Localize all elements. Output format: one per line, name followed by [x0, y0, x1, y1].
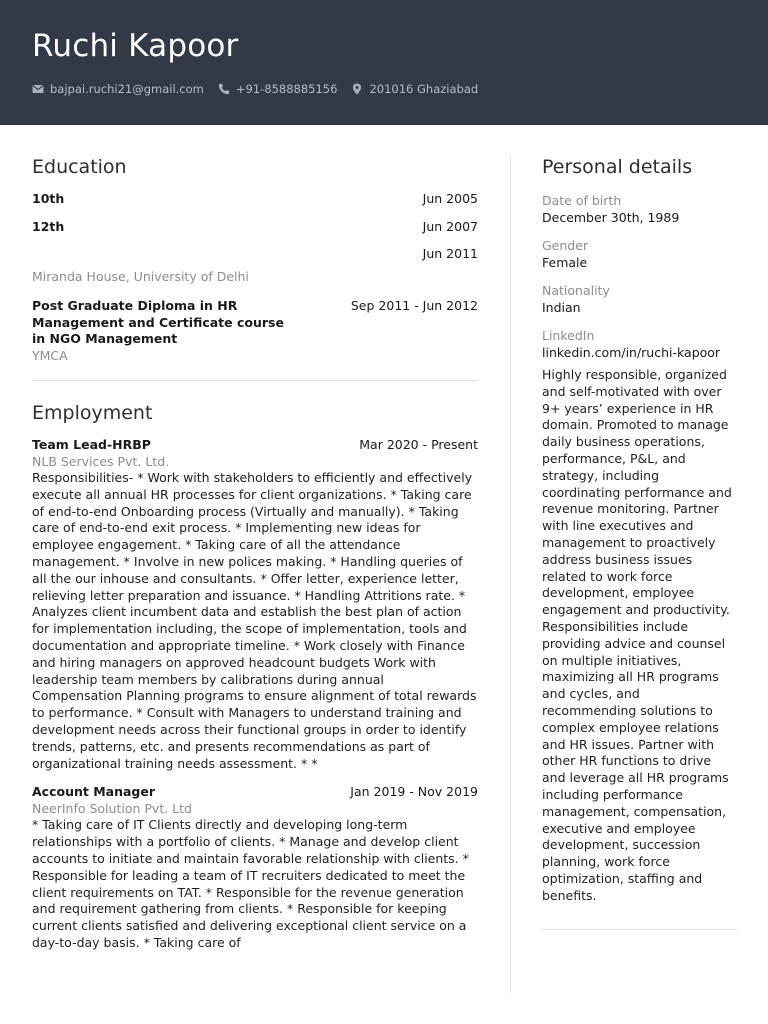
personal-field: [542, 238, 737, 271]
resume-body: [0, 125, 768, 1024]
education-title: Education: [32, 156, 127, 178]
location-pin-icon: [351, 83, 363, 95]
candidate-name: Ruchi Kapoor: [32, 28, 239, 64]
education-degree: 10th: [32, 191, 65, 206]
personal-field: [542, 328, 737, 361]
education-date: Jun 2007: [422, 218, 478, 234]
column-divider: [510, 155, 511, 993]
field-label: Nationality: [542, 283, 610, 298]
phone-text: +91-8588885156: [235, 82, 338, 96]
education-school: YMCA: [32, 347, 68, 363]
field-label: LinkedIn: [542, 328, 595, 343]
contact-email[interactable]: [32, 82, 204, 96]
education-degree: Post Graduate Diploma in HR Management and Certificate course in NGO Management: [32, 298, 284, 346]
resume-header: [0, 0, 768, 125]
education-date: Sep 2011 - Jun 2012: [350, 298, 478, 313]
job-role: Team Lead-HRBP: [32, 437, 151, 452]
job-company: NeerInfo Solution Pvt. Ltd: [32, 800, 192, 816]
job-date: Mar 2020 - Present: [359, 437, 478, 452]
personal-details-title: Personal details: [542, 156, 693, 178]
field-value: Female: [542, 254, 588, 270]
field-value: Indian: [542, 299, 581, 315]
education-degree: 12th: [32, 218, 65, 234]
field-label: Date of birth: [542, 193, 622, 208]
envelope-icon: [32, 83, 44, 95]
contact-phone[interactable]: [218, 82, 338, 96]
education-school: Miranda House, University of Delhi: [32, 268, 249, 284]
education-item: [32, 298, 478, 364]
job-description: Responsibilities- * Work with stakeholders to efficiently and effectively execute all annual HR processes for client organizations. * Taking care of end-to-end Onboarding process (Virtually and manually). * Taking care of end-to-end exit process. * Implementing new ideas for employee engagement. * Taking care of all the attendance management. * Involve in new polices making. * Handling queries of all the our inhouse and consultants. * Offer letter, experience letter, relieving letter preparation and issuance. * Handling Attritions rate. * Analyzes client incumbent data and establish the best plan of action for implementation including, the scope of implementation, tools and documentation and appropriate timeline. * Work closely with Finance and hiring managers on approved headcount budgets Work with leadership team members by calibrations during annual Compensation Planning programs to ensure alignment of total rewards to performance. * Consult with Managers to understand training and development needs across their functional groups in order to identify trends, patterns, etc. and presents recommendations as part of organizational training needs assessment. * *: [32, 470, 477, 771]
email-text: bajpai.ruchi21@gmail.com: [50, 82, 204, 96]
job-entry: [32, 437, 478, 772]
profile-summary: Highly responsible, organized and self-motivated with over 9+ years’ experience in HR domain. Promoted to manage daily business operations, performance, P&L, and strategy, including coordinating performance and revenue monitoring. Partner with line executives and management to proactively address business issues related to work force development, employee engagement and productivity. Responsibilities include providing advice and counsel on multiple initiatives, maximizing all HR programs and cycles, and recommending solutions to complex employee relations and HR issues. Partner with other HR functions to drive and leverage all HR programs including performance management, compensation, executive and employee development, succession planning, work force optimization, staffing and benefits.: [542, 367, 732, 903]
education-item: [32, 246, 478, 285]
right-column: [542, 155, 737, 930]
employment-title: Employment: [32, 402, 153, 424]
education-date: Jun 2011: [422, 246, 478, 261]
section-divider: [32, 380, 478, 381]
job-company: NLB Services Pvt. Ltd.: [32, 453, 170, 469]
section-divider: [542, 929, 737, 930]
personal-field: [542, 283, 737, 316]
phone-icon: [218, 83, 230, 95]
job-role: Account Manager: [32, 784, 156, 800]
job-date: Jan 2019 - Nov 2019: [350, 784, 478, 800]
field-value: December 30th, 1989: [542, 209, 680, 225]
contact-bar: [32, 82, 736, 96]
job-description: * Taking care of IT Clients directly and developing long-term relationships with a portfolio of clients. * Manage and develop client accounts to initiate and maintain favorable relationship with clients. * Responsible for leading a team of IT recruiters dedicated to meet the client requirements on TAT. * Responsible for the revenue generation and requirement gathering from clients. * Responsible for keeping current clients satisfied and delivering exceptional client service on a day-to-day basis. * Taking care of: [32, 817, 469, 950]
field-label: Gender: [542, 238, 589, 253]
linkedin-link[interactable]: linkedin.com/in/ruchi-kapoor: [542, 344, 721, 360]
contact-location: [351, 82, 478, 96]
education-item: [32, 191, 478, 208]
job-entry: [32, 784, 478, 951]
education-item: [32, 219, 478, 236]
education-date: Jun 2005: [422, 191, 478, 206]
personal-field: [542, 193, 737, 226]
location-text: 201016 Ghaziabad: [369, 82, 479, 96]
left-column: [32, 155, 478, 964]
